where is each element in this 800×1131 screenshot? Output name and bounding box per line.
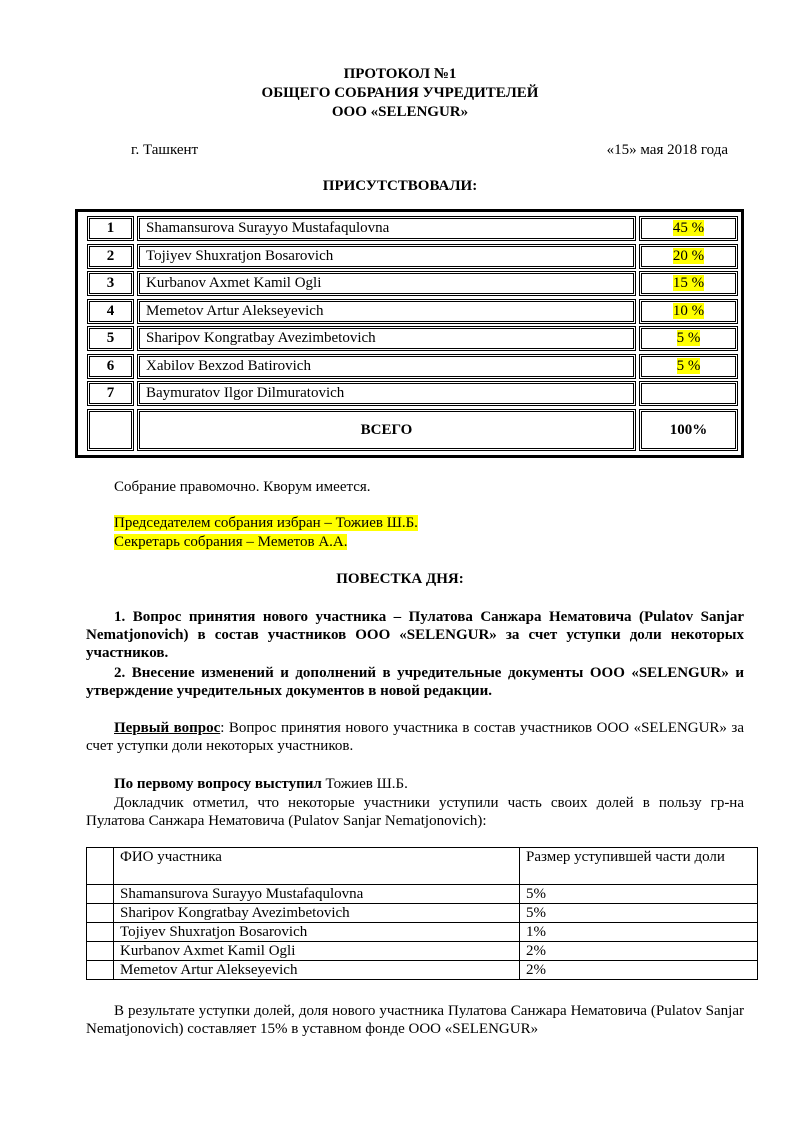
attendee-name: Sharipov Kongratbay Avezimbetovich [137, 326, 636, 351]
agenda-item-1: 1. Вопрос принятия нового участника – Пулатова Санжара Нематовича (Pulatov Sanjar Nematjonovich) в состав участников ООО «SELENGUR» за счет уступки доли некоторых участников. [86, 609, 744, 661]
attendee-name: Kurbanov Axmet Kamil Ogli [137, 271, 636, 296]
speaker-paragraph [86, 775, 744, 793]
share-value: 5 % [676, 358, 701, 374]
speaker-label: По первому вопросу выступил [114, 776, 322, 792]
total-label: ВСЕГО [137, 409, 636, 451]
column-header-name-text: ФИО участника [120, 849, 222, 865]
share-transfer-table [86, 847, 758, 980]
first-question-paragraph [86, 719, 744, 755]
attendee-share [639, 354, 738, 379]
table-row [87, 961, 758, 980]
row-name: Shamansurova Surayyo Mustafaqulovna [114, 885, 520, 904]
date: «15» мая 2018 года [606, 142, 728, 158]
blank-cell [87, 885, 114, 904]
first-question-text: : Вопрос принятия нового участника в состав участников ООО «SELENGUR» за счет уступки доли некоторых участников. [86, 720, 744, 754]
attendee-num: 4 [87, 299, 134, 324]
share-value: 20 % [672, 248, 705, 264]
blank-cell [87, 904, 114, 923]
attendee-share [639, 244, 738, 269]
attendee-name: Memetov Artur Alekseyevich [137, 299, 636, 324]
title-line-1: ПРОТОКОЛ №1 [343, 66, 457, 82]
chairman-line [114, 515, 418, 532]
table-row [87, 923, 758, 942]
attendee-name: Xabilov Bexzod Batirovich [137, 354, 636, 379]
table-row [87, 942, 758, 961]
row-name: Memetov Artur Alekseyevich [114, 961, 520, 980]
place: г. Ташкент [131, 142, 199, 158]
blank-cell [87, 942, 114, 961]
table-row [87, 904, 758, 923]
attendee-num: 5 [87, 326, 134, 351]
report-paragraph: Докладчик отметил, что некоторые участники уступили часть своих долей в пользу гр-на Пулатова Санжара Нематовича (Pulatov Sanjar Nematjonovich): [86, 795, 744, 829]
row-name: Sharipov Kongratbay Avezimbetovich [114, 904, 520, 923]
row-name: Tojiyev Shuxratjon Bosarovich [114, 923, 520, 942]
total-value: 100% [639, 409, 738, 451]
total-blank-cell [87, 409, 134, 451]
attendee-share [639, 381, 738, 406]
share-value: 15 % [672, 275, 705, 291]
row-size: 5% [520, 885, 758, 904]
blank-cell [87, 923, 114, 942]
quorum-text: Собрание правомочно. Кворум имеется. [114, 479, 371, 495]
secretary-line [114, 534, 347, 551]
title-line-2: ОБЩЕГО СОБРАНИЯ УЧРЕДИТЕЛЕЙ [261, 85, 539, 101]
attendee-share [639, 299, 738, 324]
attendee-share [639, 271, 738, 296]
chairman-text: Председателем собрания избран – Тожиев Ш.Б. [114, 515, 418, 531]
attendee-share [639, 216, 738, 241]
share-value: 45 % [672, 220, 705, 236]
present-title: ПРИСУТСТВОВАЛИ: [322, 178, 478, 194]
column-header-size [520, 848, 758, 885]
attendee-name: Tojiyev Shuxratjon Bosarovich [137, 244, 636, 269]
agenda-title: ПОВЕСТКА ДНЯ: [336, 571, 464, 587]
speaker-name: Тожиев Ш.Б. [321, 776, 408, 792]
blank-cell [87, 961, 114, 980]
row-size: 2% [520, 961, 758, 980]
column-header-size-text: Размер уступившей части доли [526, 849, 725, 865]
column-header-name [114, 848, 520, 885]
first-question-label: Первый вопрос [114, 720, 221, 736]
share-value: 10 % [672, 303, 705, 319]
table-header-row [87, 848, 758, 885]
title-line-3: ООО «SELENGUR» [331, 104, 469, 120]
attendee-share [639, 326, 738, 351]
attendee-name: Baymuratov Ilgor Dilmuratovich [137, 381, 636, 406]
attendee-num: 7 [87, 381, 134, 406]
result-paragraph: В результате уступки долей, доля нового участника Пулатова Санжара Нематовича (Pulatov Sanjar Nematjonovich) составляет 15% в уставном фонде ООО «SELENGUR» [86, 1003, 744, 1037]
attendee-num: 1 [87, 216, 134, 241]
row-size: 5% [520, 904, 758, 923]
attendee-num: 2 [87, 244, 134, 269]
row-name: Kurbanov Axmet Kamil Ogli [114, 942, 520, 961]
agenda-item-2: 2. Внесение изменений и дополнений в учредительные документы ООО «SELENGUR» и утверждение учредительных документов в новой редакции. [86, 665, 744, 699]
row-size: 1% [520, 923, 758, 942]
share-value: 5 % [676, 330, 701, 346]
attendee-num: 6 [87, 354, 134, 379]
attendee-num: 3 [87, 271, 134, 296]
table-row [87, 885, 758, 904]
attendee-name: Shamansurova Surayyo Mustafaqulovna [137, 216, 636, 241]
secretary-text: Секретарь собрания – Меметов А.А. [114, 534, 348, 550]
blank-cell [87, 848, 114, 885]
row-size: 2% [520, 942, 758, 961]
